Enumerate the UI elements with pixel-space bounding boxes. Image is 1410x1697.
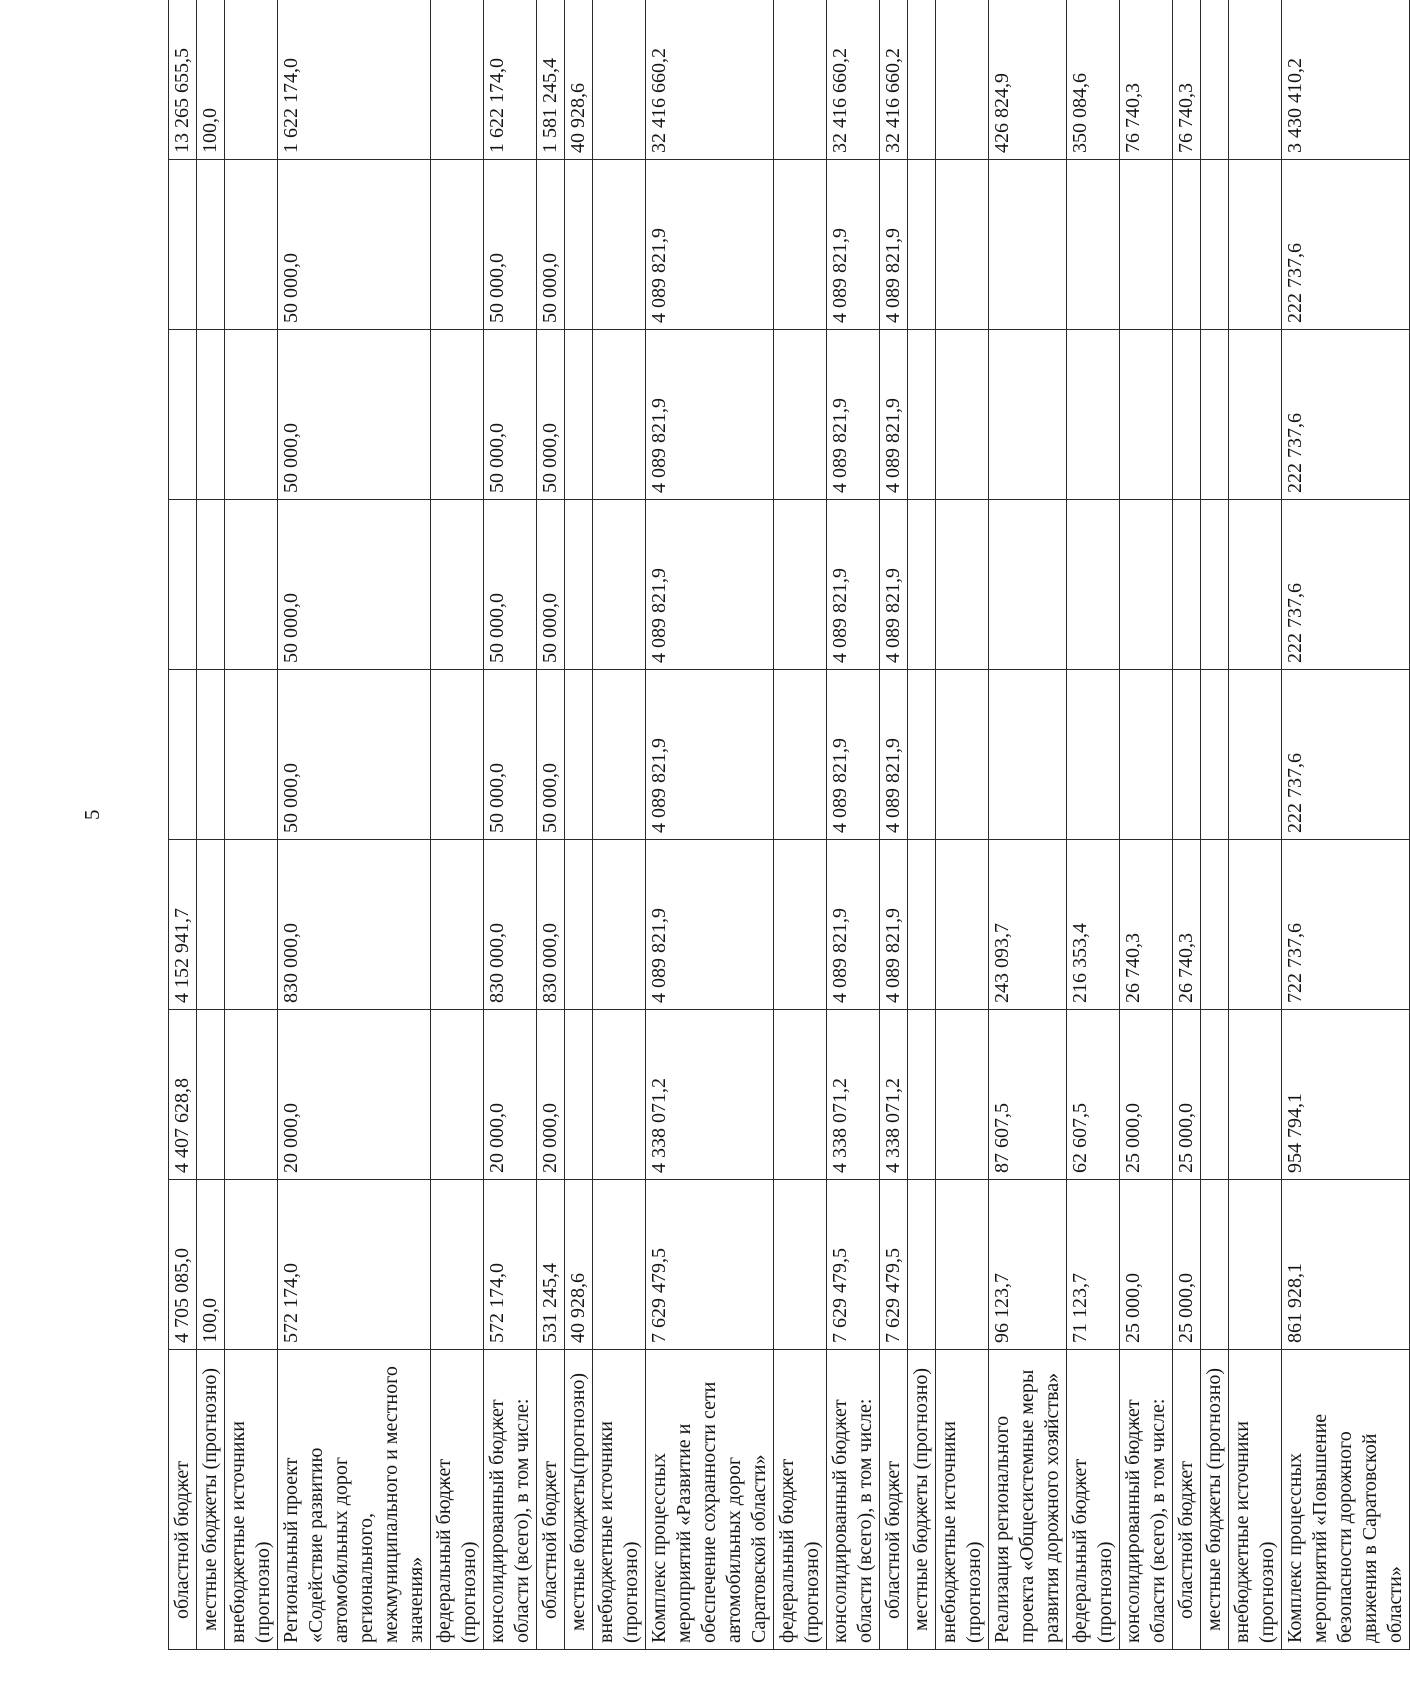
value-cell — [565, 160, 593, 330]
value-cell: 100,0 — [197, 1180, 225, 1350]
value-cell: 50 000,0 — [537, 160, 565, 330]
value-cell: 7 629 479,5 — [646, 1180, 774, 1350]
value-cell: 830 000,0 — [278, 840, 431, 1010]
table-row — [827, 0, 880, 1650]
value-cell — [908, 1180, 936, 1350]
value-cell: 830 000,0 — [537, 840, 565, 1010]
row-label: местные бюджеты (прогнозно) — [197, 1350, 225, 1650]
value-cell — [1173, 500, 1201, 670]
value-cell — [908, 840, 936, 1010]
page-number: 5 — [80, 809, 104, 820]
value-cell: 4 407 628,8 — [169, 1010, 197, 1180]
table-row — [593, 0, 646, 1650]
value-cell — [593, 330, 646, 500]
value-cell: 32 416 660,2 — [880, 0, 908, 160]
value-cell — [774, 500, 827, 670]
value-cell — [593, 1010, 646, 1180]
value-cell — [225, 330, 278, 500]
value-cell — [1229, 0, 1282, 160]
value-cell — [1229, 160, 1282, 330]
value-cell — [565, 500, 593, 670]
value-cell — [1067, 500, 1120, 670]
row-label: федеральный бюджет (прогнозно) — [431, 1350, 484, 1650]
value-cell: 32 416 660,2 — [827, 0, 880, 160]
value-cell — [774, 840, 827, 1010]
value-cell — [197, 1010, 225, 1180]
value-cell — [169, 160, 197, 330]
table-row — [880, 0, 908, 1650]
row-label: Комплекс процессных мероприятий «Развитие и обеспечение сохранности сети автомобильных дорог Саратовской области» — [646, 1350, 774, 1650]
value-cell — [936, 0, 989, 160]
value-cell: 25 000,0 — [1120, 1180, 1173, 1350]
value-cell: 243 093,7 — [989, 840, 1067, 1010]
value-cell — [1229, 670, 1282, 840]
budget-table — [168, 0, 1410, 1650]
value-cell: 50 000,0 — [484, 500, 537, 670]
value-cell — [1173, 330, 1201, 500]
value-cell: 350 084,6 — [1067, 0, 1120, 160]
value-cell — [169, 500, 197, 670]
value-cell: 4 089 821,9 — [827, 840, 880, 1010]
value-cell — [1120, 330, 1173, 500]
value-cell — [1201, 160, 1229, 330]
value-cell: 4 089 821,9 — [880, 330, 908, 500]
value-cell — [197, 330, 225, 500]
value-cell: 50 000,0 — [278, 160, 431, 330]
value-cell — [169, 670, 197, 840]
value-cell: 4 089 821,9 — [880, 500, 908, 670]
value-cell — [197, 160, 225, 330]
row-label: консолидированный бюджет области (всего), в том числе: — [1120, 1350, 1173, 1650]
value-cell: 4 089 821,9 — [880, 840, 908, 1010]
value-cell — [908, 160, 936, 330]
value-cell — [225, 1180, 278, 1350]
value-cell — [1120, 160, 1173, 330]
value-cell: 4 338 071,2 — [880, 1010, 908, 1180]
table-row — [936, 0, 989, 1650]
value-cell — [197, 670, 225, 840]
value-cell: 830 000,0 — [484, 840, 537, 1010]
value-cell: 861 928,1 — [1282, 1180, 1410, 1350]
value-cell: 4 089 821,9 — [646, 160, 774, 330]
value-cell: 4 089 821,9 — [827, 330, 880, 500]
value-cell — [1229, 840, 1282, 1010]
value-cell — [593, 840, 646, 1010]
value-cell: 4 705 085,0 — [169, 1180, 197, 1350]
value-cell: 222 737,6 — [1282, 500, 1410, 670]
table-row — [989, 0, 1067, 1650]
value-cell — [1067, 160, 1120, 330]
value-cell — [225, 0, 278, 160]
row-label: областной бюджет — [880, 1350, 908, 1650]
value-cell: 4 089 821,9 — [880, 160, 908, 330]
value-cell — [1201, 330, 1229, 500]
value-cell: 222 737,6 — [1282, 330, 1410, 500]
value-cell — [565, 330, 593, 500]
value-cell — [1120, 670, 1173, 840]
value-cell — [1229, 330, 1282, 500]
value-cell: 1 622 174,0 — [484, 0, 537, 160]
value-cell: 62 607,5 — [1067, 1010, 1120, 1180]
value-cell — [908, 330, 936, 500]
value-cell: 572 174,0 — [484, 1180, 537, 1350]
value-cell: 40 928,6 — [565, 1180, 593, 1350]
value-cell — [1067, 670, 1120, 840]
table-row — [1229, 0, 1282, 1650]
value-cell: 25 000,0 — [1173, 1010, 1201, 1180]
value-cell: 50 000,0 — [484, 160, 537, 330]
value-cell: 4 089 821,9 — [827, 500, 880, 670]
value-cell: 3 430 410,2 — [1282, 0, 1410, 160]
value-cell: 50 000,0 — [278, 500, 431, 670]
value-cell: 50 000,0 — [537, 500, 565, 670]
row-label: внебюджетные источники (прогнозно) — [225, 1350, 278, 1650]
value-cell — [431, 1180, 484, 1350]
value-cell — [431, 1010, 484, 1180]
value-cell — [936, 1180, 989, 1350]
value-cell: 20 000,0 — [537, 1010, 565, 1180]
value-cell: 4 089 821,9 — [646, 330, 774, 500]
row-label: федеральный бюджет (прогнозно) — [774, 1350, 827, 1650]
row-label: федеральный бюджет (прогнозно) — [1067, 1350, 1120, 1650]
value-cell: 32 416 660,2 — [646, 0, 774, 160]
row-label: внебюджетные источники (прогнозно) — [593, 1350, 646, 1650]
value-cell — [1067, 330, 1120, 500]
value-cell — [1229, 1180, 1282, 1350]
value-cell: 216 353,4 — [1067, 840, 1120, 1010]
table-row — [197, 0, 225, 1650]
row-label: областной бюджет — [169, 1350, 197, 1650]
value-cell — [936, 160, 989, 330]
value-cell — [593, 1180, 646, 1350]
table-row — [484, 0, 537, 1650]
value-cell: 7 629 479,5 — [827, 1180, 880, 1350]
value-cell: 50 000,0 — [537, 670, 565, 840]
value-cell: 4 089 821,9 — [646, 670, 774, 840]
value-cell — [936, 330, 989, 500]
value-cell: 426 824,9 — [989, 0, 1067, 160]
row-label: Региональный проект «Содействие развитию автомобильных дорог регионального, межмуниципального и местного значения» — [278, 1350, 431, 1650]
table-row — [908, 0, 936, 1650]
value-cell: 4 089 821,9 — [646, 500, 774, 670]
table-row — [1201, 0, 1229, 1650]
table-row — [1173, 0, 1201, 1650]
value-cell: 50 000,0 — [278, 330, 431, 500]
row-label: местные бюджеты(прогнозно) — [565, 1350, 593, 1650]
table-row — [774, 0, 827, 1650]
value-cell — [936, 1010, 989, 1180]
value-cell: 1 622 174,0 — [278, 0, 431, 160]
value-cell — [774, 1010, 827, 1180]
value-cell: 4 338 071,2 — [646, 1010, 774, 1180]
row-label: консолидированный бюджет области (всего), в том числе: — [827, 1350, 880, 1650]
value-cell — [593, 160, 646, 330]
value-cell: 100,0 — [197, 0, 225, 160]
row-label: областной бюджет — [537, 1350, 565, 1650]
table-row — [537, 0, 565, 1650]
value-cell — [989, 160, 1067, 330]
table-row — [1120, 0, 1173, 1650]
value-cell — [1229, 500, 1282, 670]
row-label: консолидированный бюджет области (всего), в том числе: — [484, 1350, 537, 1650]
value-cell: 76 740,3 — [1173, 0, 1201, 160]
row-label: внебюджетные источники (прогнозно) — [936, 1350, 989, 1650]
value-cell: 26 740,3 — [1120, 840, 1173, 1010]
value-cell — [197, 840, 225, 1010]
table-row — [431, 0, 484, 1650]
value-cell — [1201, 0, 1229, 160]
table-row — [225, 0, 278, 1650]
table-row — [1282, 0, 1410, 1650]
value-cell: 222 737,6 — [1282, 670, 1410, 840]
value-cell — [989, 670, 1067, 840]
value-cell — [774, 0, 827, 160]
table-row — [646, 0, 774, 1650]
value-cell — [774, 670, 827, 840]
value-cell: 222 737,6 — [1282, 160, 1410, 330]
value-cell: 76 740,3 — [1120, 0, 1173, 160]
value-cell: 25 000,0 — [1173, 1180, 1201, 1350]
value-cell — [989, 500, 1067, 670]
table-row — [278, 0, 431, 1650]
value-cell — [431, 840, 484, 1010]
value-cell — [225, 500, 278, 670]
value-cell — [431, 160, 484, 330]
value-cell — [565, 1010, 593, 1180]
row-label: местные бюджеты (прогнозно) — [908, 1350, 936, 1650]
value-cell — [225, 670, 278, 840]
value-cell: 722 737,6 — [1282, 840, 1410, 1010]
value-cell — [593, 0, 646, 160]
value-cell — [225, 160, 278, 330]
value-cell — [774, 1180, 827, 1350]
value-cell: 87 607,5 — [989, 1010, 1067, 1180]
value-cell — [431, 0, 484, 160]
value-cell — [593, 500, 646, 670]
value-cell: 25 000,0 — [1120, 1010, 1173, 1180]
value-cell — [225, 1010, 278, 1180]
value-cell — [908, 0, 936, 160]
table-row — [565, 0, 593, 1650]
table-row — [1067, 0, 1120, 1650]
value-cell — [1201, 840, 1229, 1010]
value-cell — [908, 670, 936, 840]
value-cell — [431, 500, 484, 670]
value-cell: 96 123,7 — [989, 1180, 1067, 1350]
value-cell: 26 740,3 — [1173, 840, 1201, 1010]
value-cell: 1 581 245,4 — [537, 0, 565, 160]
value-cell: 4 089 821,9 — [646, 840, 774, 1010]
value-cell — [169, 330, 197, 500]
value-cell: 50 000,0 — [484, 330, 537, 500]
value-cell — [989, 330, 1067, 500]
value-cell — [936, 670, 989, 840]
value-cell — [225, 840, 278, 1010]
value-cell — [1120, 500, 1173, 670]
value-cell: 4 089 821,9 — [827, 160, 880, 330]
value-cell — [1201, 1010, 1229, 1180]
value-cell: 4 089 821,9 — [827, 670, 880, 840]
value-cell: 4 338 071,2 — [827, 1010, 880, 1180]
value-cell: 20 000,0 — [484, 1010, 537, 1180]
value-cell: 531 245,4 — [537, 1180, 565, 1350]
value-cell: 50 000,0 — [484, 670, 537, 840]
value-cell: 954 794,1 — [1282, 1010, 1410, 1180]
value-cell — [1201, 1180, 1229, 1350]
value-cell — [197, 500, 225, 670]
value-cell: 4 152 941,7 — [169, 840, 197, 1010]
value-cell — [774, 160, 827, 330]
value-cell: 50 000,0 — [278, 670, 431, 840]
value-cell: 40 928,6 — [565, 0, 593, 160]
value-cell — [431, 330, 484, 500]
row-label: местные бюджеты (прогнозно) — [1201, 1350, 1229, 1650]
budget-table-body — [169, 0, 1410, 1650]
row-label: Комплекс процессных мероприятий «Повышение безопасности дорожного движения в Саратовской области» — [1282, 1350, 1410, 1650]
value-cell — [1229, 1010, 1282, 1180]
value-cell: 50 000,0 — [537, 330, 565, 500]
value-cell: 20 000,0 — [278, 1010, 431, 1180]
value-cell — [908, 500, 936, 670]
row-label: областной бюджет — [1173, 1350, 1201, 1650]
value-cell — [908, 1010, 936, 1180]
value-cell — [593, 670, 646, 840]
value-cell — [774, 330, 827, 500]
value-cell — [936, 840, 989, 1010]
value-cell — [1201, 500, 1229, 670]
value-cell: 4 089 821,9 — [880, 670, 908, 840]
value-cell — [1173, 670, 1201, 840]
budget-table-container — [168, 0, 1406, 1650]
value-cell: 572 174,0 — [278, 1180, 431, 1350]
value-cell — [936, 500, 989, 670]
row-label: Реализация регионального проекта «Общесистемные меры развития дорожного хозяйства» — [989, 1350, 1067, 1650]
value-cell — [431, 670, 484, 840]
value-cell: 13 265 655,5 — [169, 0, 197, 160]
value-cell — [565, 840, 593, 1010]
table-row — [169, 0, 197, 1650]
value-cell: 71 123,7 — [1067, 1180, 1120, 1350]
value-cell — [565, 670, 593, 840]
value-cell: 7 629 479,5 — [880, 1180, 908, 1350]
value-cell — [1173, 160, 1201, 330]
value-cell — [1201, 670, 1229, 840]
row-label: внебюджетные источники (прогнозно) — [1229, 1350, 1282, 1650]
